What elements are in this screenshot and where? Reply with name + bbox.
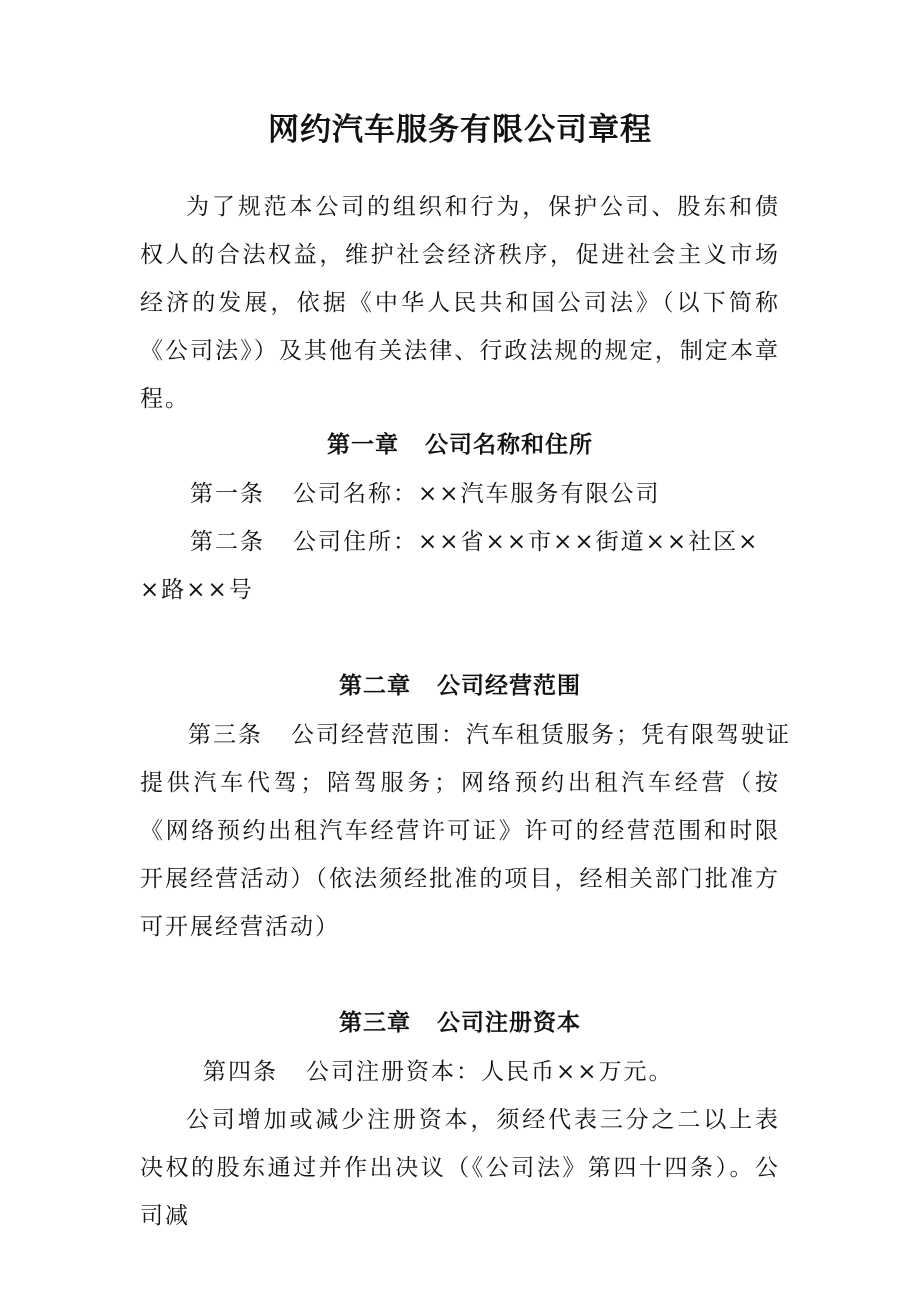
capital-change-paragraph: 公司增加或减少注册资本，须经代表三分之二以上表决权的股东通过并作出决议（《公司法》第四十四条）。公司减 [140, 1107, 780, 1229]
chapter-3-title: 公司注册资本 [437, 1009, 581, 1036]
article-4-number: 第四条 [203, 1059, 278, 1085]
article-3 [188, 711, 791, 759]
chapter-1-title: 公司名称和住所 [425, 431, 593, 458]
chapter-3-number: 第三章 [339, 1009, 411, 1036]
article-1-number: 第一条 [190, 481, 265, 507]
article-4-text: 公司注册资本：人民币××万元。 [306, 1059, 674, 1085]
chapter-3-heading [0, 1001, 920, 1045]
article-1-text: 公司名称：××汽车服务有限公司 [293, 481, 661, 507]
chapter-2-heading [0, 664, 920, 708]
article-3-text: 公司经营范围：汽车租赁服务；凭有限驾驶证 [291, 722, 791, 748]
article-1 [190, 470, 661, 518]
article-2-continuation: ×路××号 [140, 577, 254, 603]
chapter-2-title: 公司经营范围 [437, 672, 581, 699]
chapter-2-number: 第二章 [339, 672, 411, 699]
chapter-1-heading [0, 423, 920, 467]
article-3-number: 第三条 [188, 722, 263, 748]
chapter-1-number: 第一章 [327, 431, 399, 458]
article-2-text: 公司住所：××省××市××街道××社区× [293, 529, 760, 555]
preamble-paragraph: 为了规范本公司的组织和行为，保护公司、股东和债权人的合法权益，维护社会经济秩序，促进社会主义市场经济的发展，依据《中华人民共和国公司法》（以下简称《公司法》）及其他有关法律、行政法规的规定，制定本章程。 [140, 194, 780, 412]
article-3-continuation: 提供汽车代驾；陪驾服务；网络预约出租汽车经营（按《网络预约出租汽车经营许可证》许可的经营范围和时限开展经营活动）（依法须经批准的项目，经相关部门批准方可开展经营活动） [140, 770, 780, 940]
document-title: 网约汽车服务有限公司章程 [268, 112, 652, 148]
article-4 [203, 1048, 674, 1096]
article-2-number: 第二条 [190, 529, 265, 555]
article-2 [190, 518, 759, 566]
